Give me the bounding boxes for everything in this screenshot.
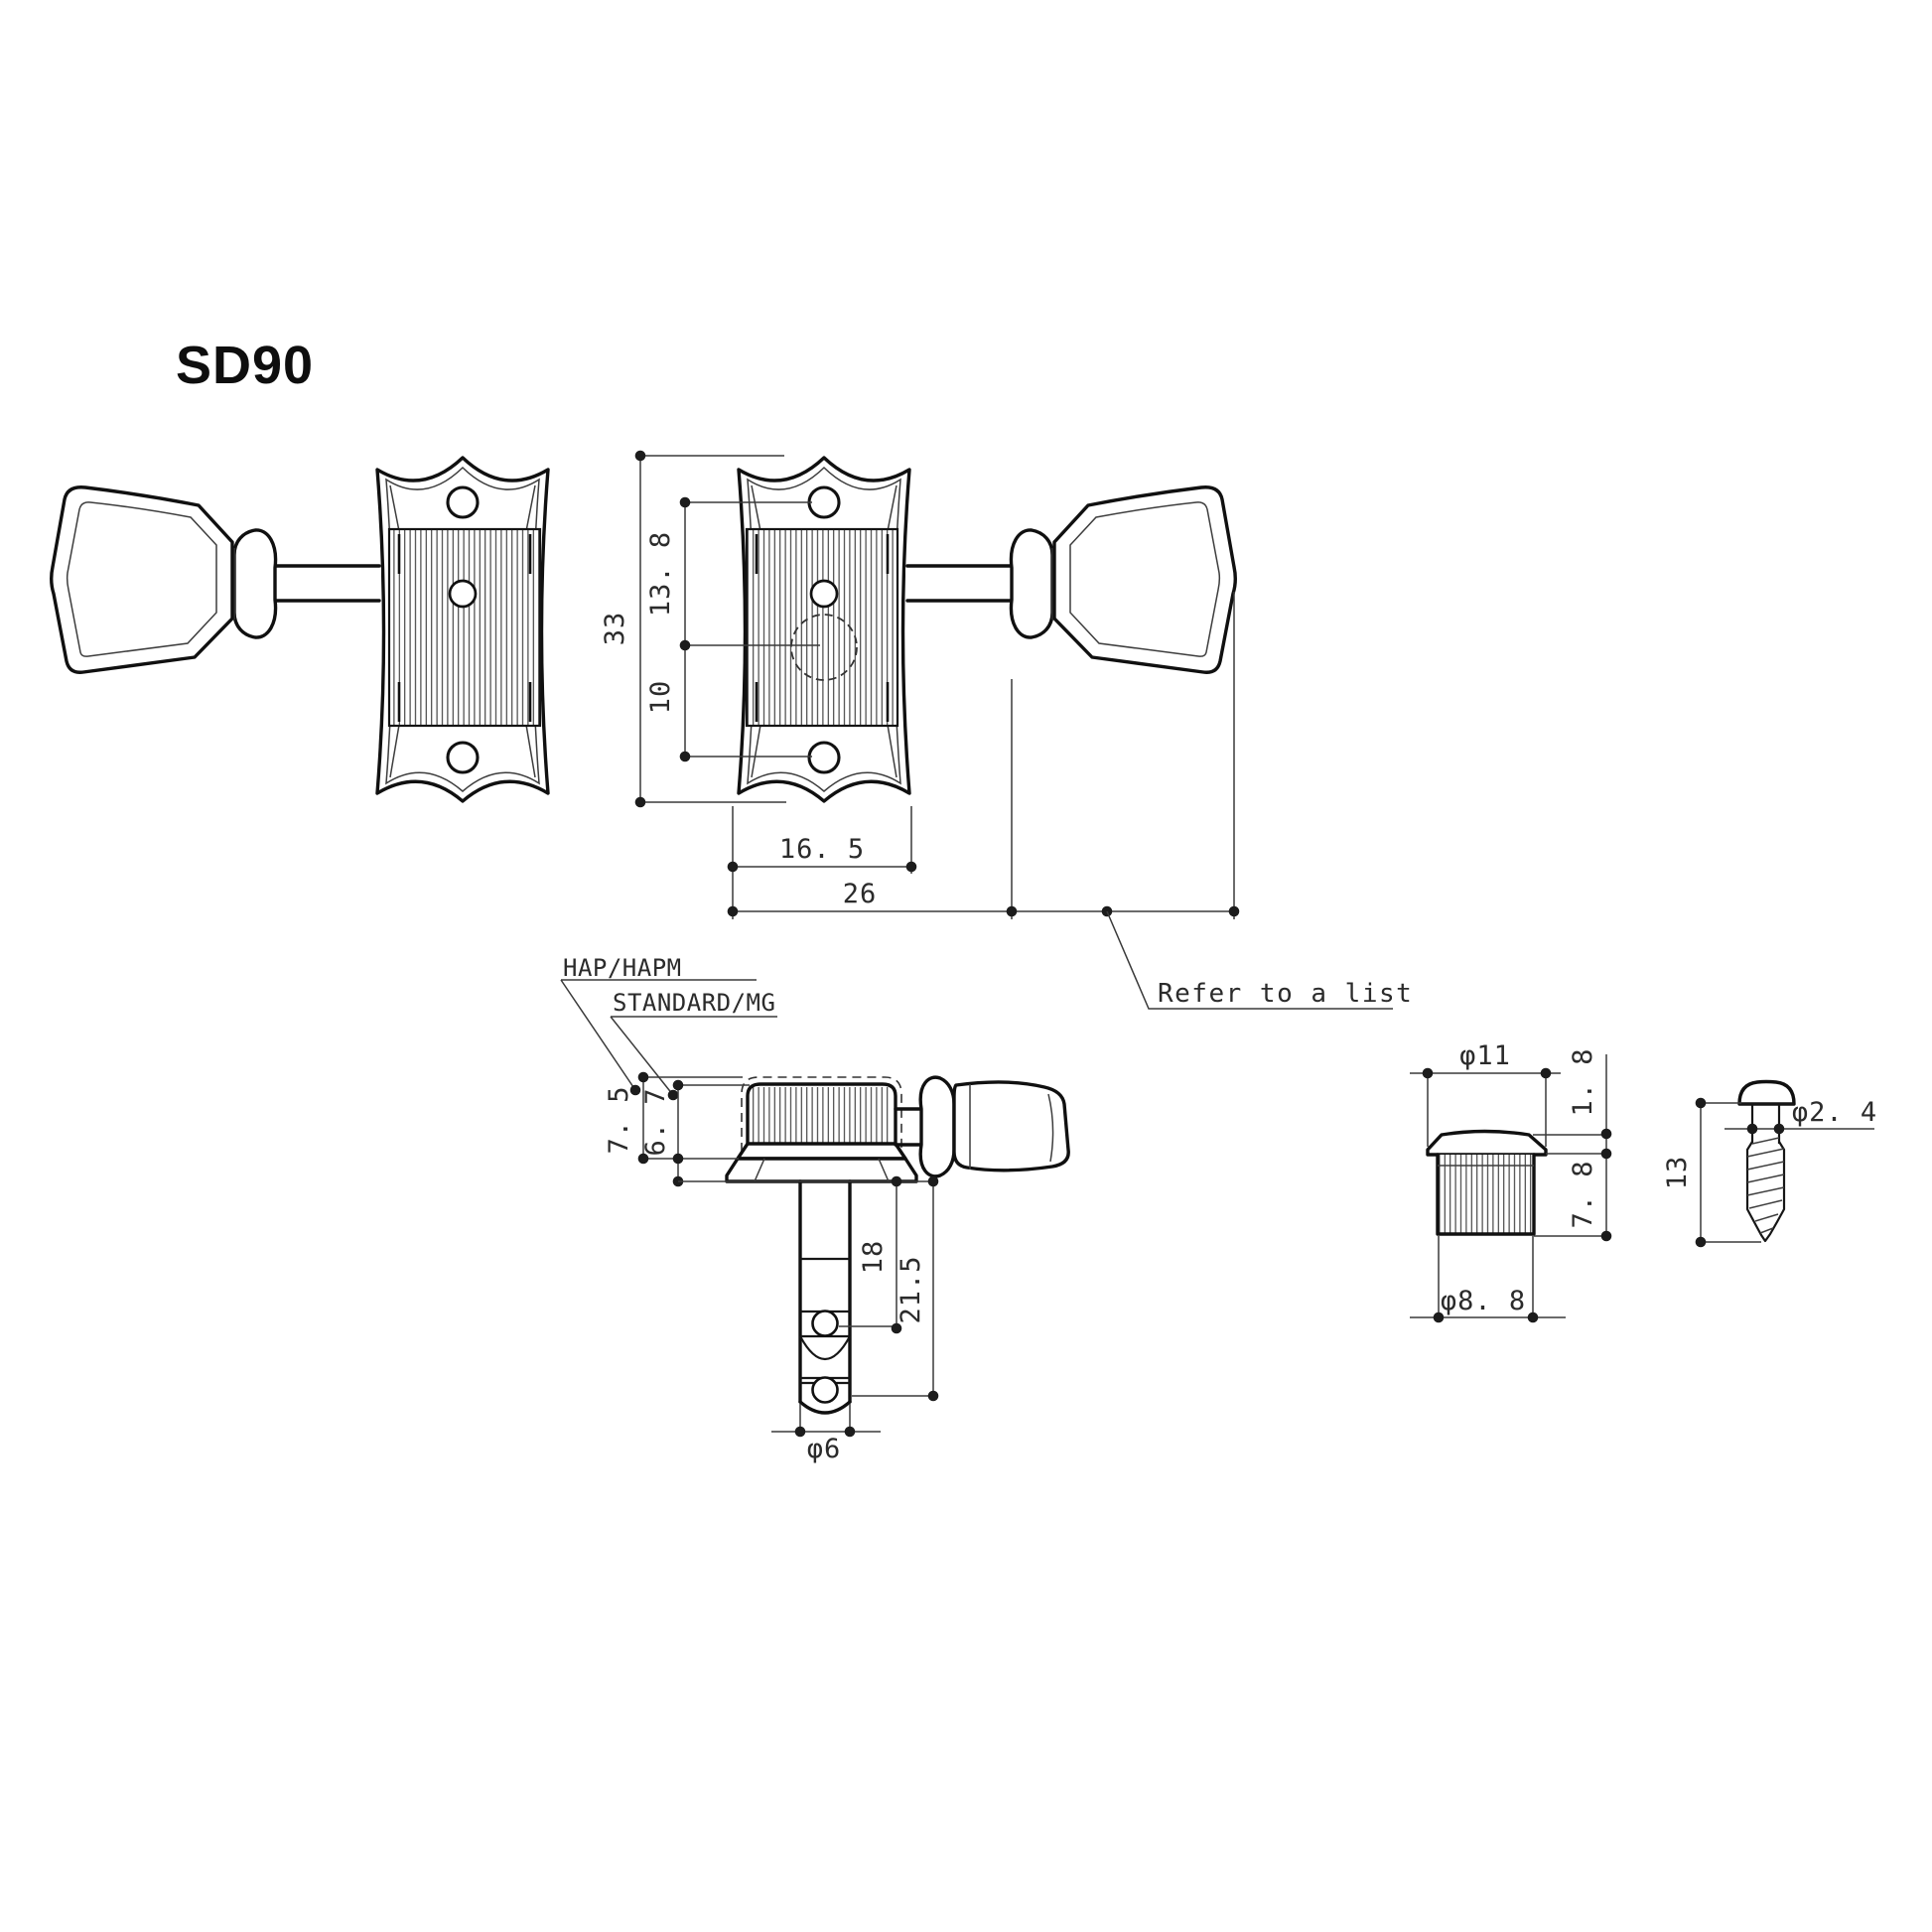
dim-label-screw-length: 13 <box>1662 1155 1693 1190</box>
front-view-right-assembly <box>739 458 1235 801</box>
side-button-collar <box>920 1077 954 1176</box>
dim-label-post-dia: φ6 <box>806 1434 842 1464</box>
label-hap-hapm <box>561 954 757 1095</box>
side-worm-shaft <box>896 1109 922 1145</box>
cap-flare <box>738 1144 905 1159</box>
page-title: SD90 <box>176 336 315 395</box>
standard-variant-label: STANDARD/MG <box>613 989 776 1017</box>
dim-label-bushing-flange-dia: φ11 <box>1459 1040 1511 1071</box>
cap-knurl <box>752 1087 892 1143</box>
dim-label-bushing-body-dia: φ8. 8 <box>1440 1286 1527 1316</box>
dim-post-18-21-5 <box>678 1176 938 1402</box>
label-standard-mg <box>611 989 777 1100</box>
dim-label-bushing-body-height: 7. 8 <box>1568 1160 1598 1229</box>
front-view-left-assembly <box>52 458 548 801</box>
string-post <box>800 1181 850 1413</box>
dim-button-length-note <box>1102 906 1414 1009</box>
button-length-note-label: Refer to a list <box>1158 979 1414 1009</box>
screw-shank <box>1752 1104 1779 1144</box>
dim-label-post-to-hole: 10 <box>645 679 676 715</box>
string-hole-upper <box>813 1311 838 1336</box>
dim-label-bushing-flange-height: 1. 8 <box>1568 1047 1598 1117</box>
screw-head <box>1739 1082 1794 1105</box>
dim-label-plate-to-button: 26 <box>842 879 878 909</box>
dim-label-cap-standard: 6. 7 <box>640 1087 671 1157</box>
dim-label-18: 18 <box>858 1239 889 1275</box>
bushing-knurl <box>1438 1155 1534 1234</box>
bushing-view <box>1428 1132 1546 1235</box>
dim-plate-width-16-5 <box>728 806 917 919</box>
dim-label-hole-to-post: 13. 8 <box>645 530 676 618</box>
dim-label-plate-width: 16. 5 <box>778 834 866 865</box>
bushing-flange <box>1428 1132 1546 1156</box>
dim-label-cap-hap: 7. 5 <box>604 1085 634 1155</box>
side-view-assembly <box>727 1077 1068 1413</box>
dim-bushing-body-dia-8-8 <box>1410 1236 1566 1322</box>
dim-label-plate-length: 33 <box>600 611 630 646</box>
washer <box>727 1159 916 1181</box>
string-hole-lower <box>813 1378 838 1403</box>
hap-variant-label: HAP/HAPM <box>563 954 682 982</box>
screw-view <box>1739 1082 1794 1242</box>
dim-label-21-5: 21.5 <box>896 1255 926 1324</box>
dim-label-screw-dia: φ2. 4 <box>1791 1097 1878 1128</box>
